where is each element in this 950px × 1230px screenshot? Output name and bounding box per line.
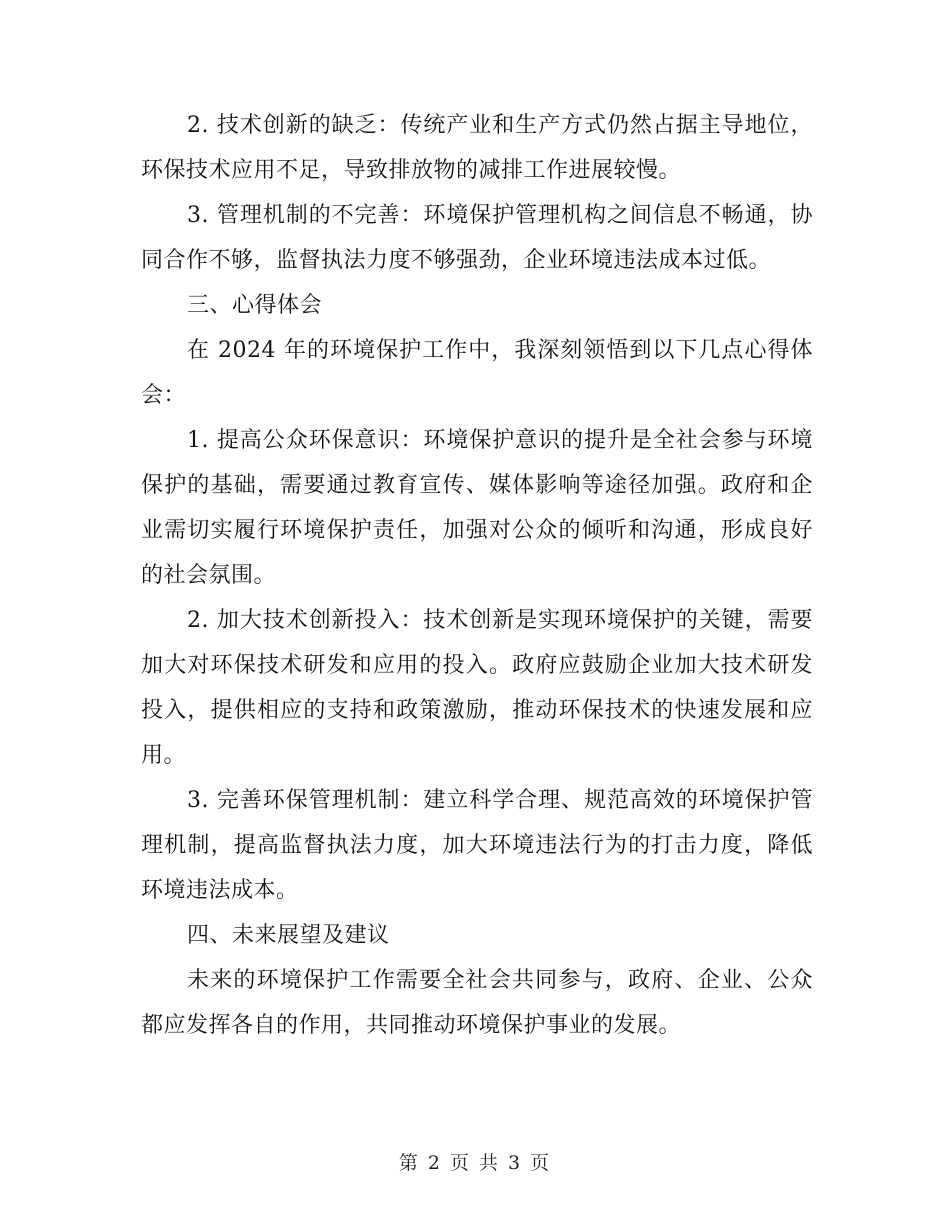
paragraph-experience-intro: 在 2024 年的环境保护工作中，我深刻领悟到以下几点心得体会： [141,338,813,408]
page-number-footer: 第 2 页 共 3 页 [398,1152,552,1174]
section-heading-outlook: 四、未来展望及建议 [187,923,390,948]
paragraph-tech-innovation-lack: 2. 技术创新的缺乏：传统产业和生产方式仍然占据主导地位，环保技术应用不足，导致排放物的减排工作进展较慢。 [141,113,813,183]
paragraph-public-awareness: 1. 提高公众环保意识：环境保护意识的提升是全社会参与环境保护的基础，需要通过教育宣传、媒体影响等途径加强。政府和企业需切实履行环境保护责任，加强对公众的倾听和沟通，形成良好的社会氛围。 [141,428,813,588]
document-body [141,103,813,1048]
paragraph-tech-investment: 2. 加大技术创新投入：技术创新是实现环境保护的关键，需要加大对环保技术研发和应用的投入。政府应鼓励企业加大技术研发投入，提供相应的支持和政策激励，推动环保技术的快速发展和应用。 [141,608,813,768]
paragraph-improve-management: 3. 完善环保管理机制：建立科学合理、规范高效的环境保护管理机制，提高监督执法力度，加大环境违法行为的打击力度，降低环境违法成本。 [141,788,813,903]
paragraph-management-mechanism: 3. 管理机制的不完善：环境保护管理机构之间信息不畅通，协同合作不够，监督执法力度不够强劲，企业环境违法成本过低。 [141,203,813,273]
section-heading-experience: 三、心得体会 [187,293,323,318]
paragraph-outlook: 未来的环境保护工作需要全社会共同参与，政府、企业、公众都应发挥各自的作用，共同推动环境保护事业的发展。 [141,968,813,1038]
